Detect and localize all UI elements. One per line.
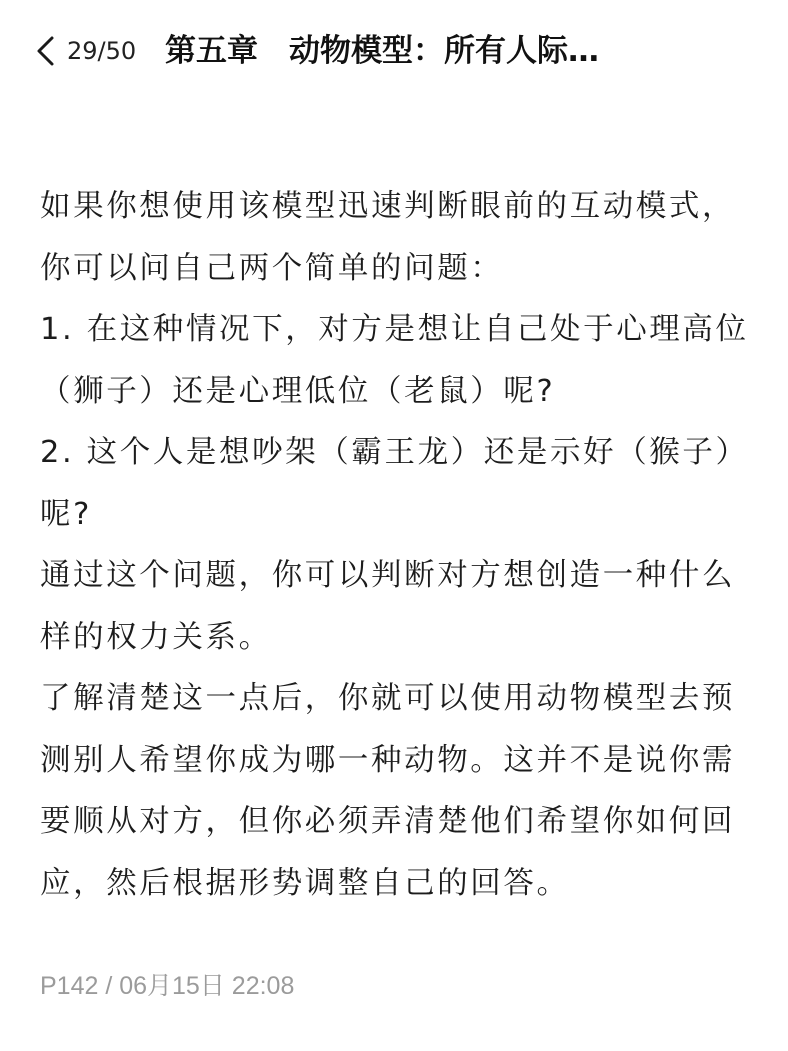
paragraph: 2. 这个人是想吵架（霸王龙）还是示好（猴子）呢? (40, 435, 749, 532)
reading-content (40, 176, 752, 914)
chevron-left-icon (34, 35, 56, 67)
chapter-title: 第五章 动物模型：所有人际… (165, 33, 599, 69)
paragraph: 如果你想使用该模型迅速判断眼前的互动模式，你可以问自己两个简单的问题： (40, 189, 736, 286)
back-button[interactable] (30, 34, 60, 68)
paragraph: 了解清楚这一点后，你就可以使用动物模型去预测别人希望你成为哪一种动物。这并不是说你需要顺从对方，但你必须弄清楚他们希望你如何回应，然后根据形势调整自己的回答。 (40, 681, 736, 901)
reader-header (0, 22, 788, 78)
paragraph: 通过这个问题，你可以判断对方想创造一种什么样的权力关系。 (40, 558, 736, 655)
page-info: P142 / 06月15日 22:08 (40, 972, 295, 1000)
chapter-progress: 29/50 (67, 37, 137, 65)
paragraph: 1. 在这种情况下，对方是想让自己处于心理高位（狮子）还是心理低位（老鼠）呢? (40, 312, 749, 409)
